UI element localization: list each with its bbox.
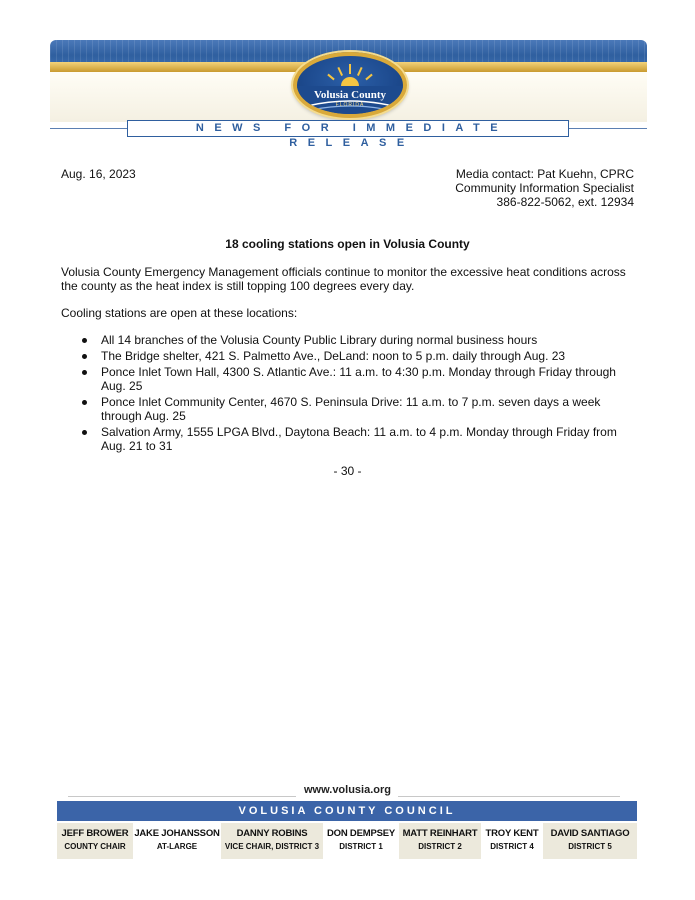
footer-divider-right: [398, 796, 620, 797]
volusia-county-logo: [293, 52, 407, 118]
headline: 18 cooling stations open in Volusia County: [225, 237, 470, 251]
member-role: COUNTY CHAIR: [64, 842, 126, 851]
header-banner: [50, 40, 647, 149]
council-title-bar: VOLUSIA COUNTY COUNCIL: [57, 801, 637, 821]
member-role: VICE CHAIR, DISTRICT 3: [224, 842, 320, 851]
contact-line-title: Community Information Specialist: [455, 181, 634, 195]
council-members: [57, 823, 637, 859]
release-date: Aug. 16, 2023: [61, 167, 136, 181]
list-item: Ponce Inlet Town Hall, 4300 S. Atlantic Ave.: 11 a.m. to 4:30 p.m. Monday through Friday through Aug. 25: [61, 365, 636, 393]
council-member: [57, 823, 133, 859]
council-member: [133, 823, 221, 859]
member-name: DANNY ROBINS: [236, 828, 308, 839]
list-item: The Bridge shelter, 421 S. Palmetto Ave., DeLand: noon to 5 p.m. daily through Aug. 23: [61, 349, 636, 363]
member-role: AT-LARGE: [156, 842, 198, 851]
intro-paragraph: Volusia County Emergency Management officials continue to monitor the excessive heat conditions across the county as the heat index is still topping 100 degrees every day.: [61, 265, 626, 293]
locations-intro: Cooling stations are open at these locations:: [61, 306, 298, 320]
website-link[interactable]: www.volusia.org: [304, 784, 391, 796]
council-member: [399, 823, 481, 859]
footer-divider-left: [68, 796, 296, 797]
news-release-label: NEWS FOR IMMEDIATE RELEASE: [127, 120, 569, 137]
contact-line-phone: 386-822-5062, ext. 12934: [496, 195, 634, 209]
logo-text: Volusia County: [313, 89, 387, 101]
council-member: [221, 823, 323, 859]
media-contact: [455, 167, 634, 209]
member-role: DISTRICT 2: [418, 842, 462, 851]
member-name: JEFF BROWER: [61, 828, 129, 839]
cooling-station-list: [61, 333, 636, 455]
end-marker: - 30 -: [333, 464, 362, 478]
list-item: Ponce Inlet Community Center, 4670 S. Peninsula Drive: 11 a.m. to 7 p.m. seven days a week through Aug. 25: [61, 395, 636, 423]
list-item: Salvation Army, 1555 LPGA Blvd., Daytona Beach: 11 a.m. to 4 p.m. Monday through Friday from Aug. 21 to 31: [61, 425, 636, 453]
member-name: JAKE JOHANSSON: [134, 828, 220, 839]
member-name: DON DEMPSEY: [326, 828, 395, 839]
contact-line-name: Media contact: Pat Kuehn, CPRC: [455, 167, 634, 181]
member-role: DISTRICT 4: [490, 842, 534, 851]
council-member: [481, 823, 543, 859]
member-name: MATT REINHART: [402, 828, 478, 839]
council-member: [543, 823, 637, 859]
member-name: DAVID SANTIAGO: [550, 828, 630, 839]
list-item: All 14 branches of the Volusia County Public Library during normal business hours: [61, 333, 636, 347]
council-member: [323, 823, 399, 859]
member-role: DISTRICT 5: [568, 842, 612, 851]
logo-subtext: FLORIDA: [335, 102, 365, 108]
member-role: DISTRICT 1: [339, 842, 383, 851]
member-name: TROY KENT: [485, 828, 539, 839]
